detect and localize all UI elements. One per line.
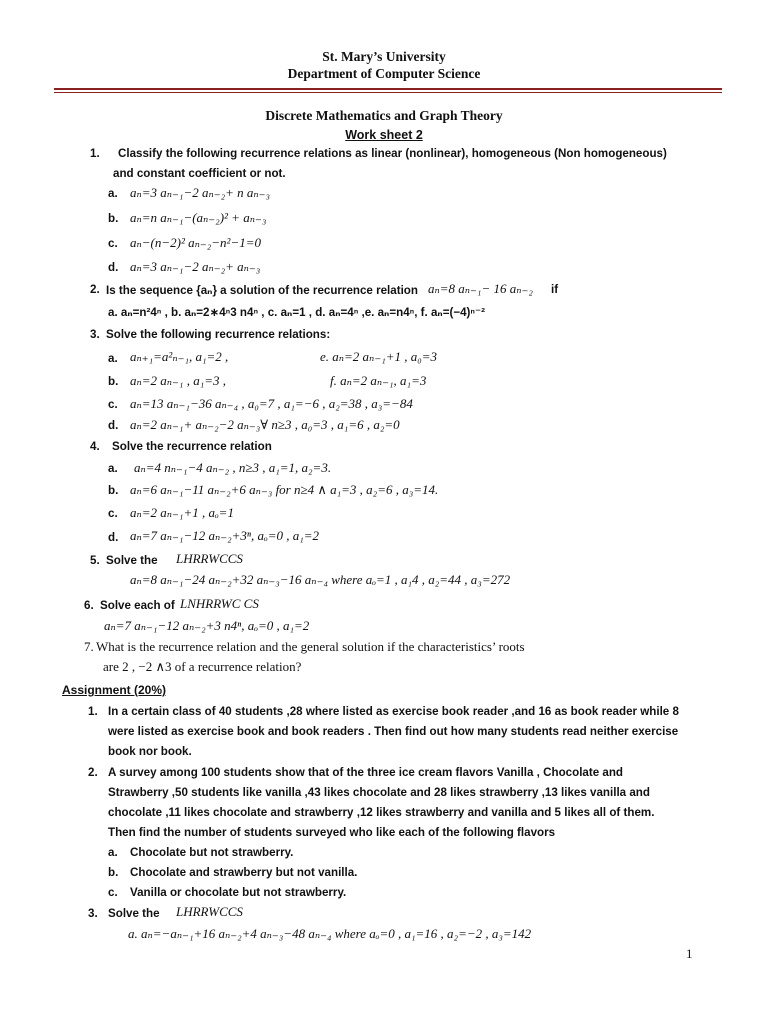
q4-text: Solve the recurrence relation [112,440,272,453]
a3-equation: a. aₙ=−aₙ₋₁+16 aₙ₋₂+4 aₙ₋₃−48 aₙ₋₄ where aₒ=0 , a₁=16 , a₂=−2 , a₃=142 [128,926,532,941]
q3b-expr: aₙ=2 aₙ₋₁ , a₁=3 , [130,373,226,388]
a2c-label: c. [108,886,118,899]
q3c-expr: aₙ=13 aₙ₋₁−36 aₙ₋₄ , a₀=7 , a₁=−6 , a₂=38 , a₃=−84 [130,396,413,411]
q3d-label: d. [108,419,119,432]
a2a-label: a. [108,846,118,859]
q5-symbol: LHRRWCCS [176,551,243,566]
q1a-label: a. [108,187,118,200]
q7-number: 7. [84,639,94,654]
a2-line1: A survey among 100 students show that of the three ice cream flavors Vanilla , Chocolate and [108,766,623,779]
a2b-label: b. [108,866,119,879]
q3a-expr: aₙ₊₁=a²ₙ₋₁, a₁=2 , [130,349,229,364]
q1b-expr: aₙ=n aₙ₋₁−(aₙ₋₂)² + aₙ₋₃ [130,210,267,225]
q4a-label: a. [108,462,118,475]
q4a-expr: aₙ=4 nₙ₋₁−4 aₙ₋₂ , n≥3 , a₁=1, a₂=3. [134,460,332,475]
a2-line3: chocolate ,11 likes chocolate and strawberry ,12 likes strawberry and vanilla and 5 likes all of them. [108,806,655,819]
q2-if: if [551,283,559,296]
header-rule-thick [54,88,722,90]
q1-number: 1. [90,147,100,160]
a2a-text: Chocolate but not strawberry. [130,846,294,859]
a2-line2: Strawberry ,50 students like vanilla ,43 likes chocolate and 28 likes strawberry ,13 likes vanilla and [108,786,650,799]
q2-options: a. aₙ=n²4ⁿ , b. aₙ=2∗4ⁿ3 n4ⁿ , c. aₙ=1 , d. aₙ=4ⁿ ,e. aₙ=n4ⁿ, f. aₙ=(−4)ⁿ⁻² [108,306,485,319]
q3e-expr: e. aₙ=2 aₙ₋₁+1 , a₀=3 [320,349,438,364]
q1b-label: b. [108,212,119,225]
q4d-label: d. [108,531,119,544]
q1-text-line1: Classify the following recurrence relations as linear (nonlinear), homogeneous (Non homogeneous) [118,147,667,160]
a3-symbol: LHRRWCCS [176,904,243,919]
q4d-expr: aₙ=7 aₙ₋₁−12 aₙ₋₂+3ⁿ, aₒ=0 , a₁=2 [130,528,320,543]
q4b-expr: aₙ=6 aₙ₋₁−11 aₙ₋₂+6 aₙ₋₃ for n≥4 ∧ a₁=3 , a₂=6 , a₃=14. [130,482,439,497]
a2c-text: Vanilla or chocolate but not strawberry. [130,886,347,899]
course-title: Discrete Mathematics and Graph Theory [265,108,503,123]
q1-text-line2: and constant coefficient or not. [113,167,286,180]
q3c-label: c. [108,398,118,411]
q3f-expr: f. aₙ=2 aₙ₋₁, a₁=3 [330,373,427,388]
q1d-label: d. [108,261,119,274]
q6-symbol: LNHRRWC CS [180,596,259,611]
university-name: St. Mary’s University [322,49,446,64]
a2-line4: Then find the number of students surveyed who like each of the following flavors [108,826,556,839]
a1-line2: were listed as exercise book and book readers . Then find out how many students read neither exercise [108,725,679,738]
page-number: 1 [686,946,693,961]
a2-number: 2. [88,766,98,779]
q2-relation: aₙ=8 aₙ₋₁− 16 aₙ₋₂ [428,281,533,296]
q7-text-line2: are 2 , −2 ∧3 of a recurrence relation? [103,659,302,674]
a2b-text: Chocolate and strawberry but not vanilla. [130,866,358,879]
q3d-expr: aₙ=2 aₙ₋₁+ aₙ₋₂−2 aₙ₋₃∀ n≥3 , a₀=3 , a₁=6 , a₂=0 [130,417,400,432]
q5-equation: aₙ=8 aₙ₋₁−24 aₙ₋₂+32 aₙ₋₃−16 aₙ₋₄ where aₒ=1 , a₁4 , a₂=44 , a₃=272 [130,572,511,587]
q3a-label: a. [108,352,118,365]
assignment-title: Assignment (20%) [62,683,167,697]
department-name: Department of Computer Science [287,66,481,81]
q4-number: 4. [90,440,100,453]
q2-number: 2. [90,283,100,296]
q2-text: Is the sequence {aₙ} a solution of the recurrence relation [106,284,418,297]
q1c-expr: aₙ−(n−2)² aₙ₋₂−n²−1=0 [130,235,261,250]
q5-number: 5. [90,554,100,567]
q6-number: 6. [84,599,94,612]
a1-number: 1. [88,705,98,718]
a3-text: Solve the [108,907,160,920]
q5-text: Solve the [106,554,158,567]
q3-text: Solve the following recurrence relations: [106,328,331,341]
q6-equation: aₙ=7 aₙ₋₁−12 aₙ₋₂+3 n4ⁿ, aₒ=0 , a₁=2 [104,618,310,633]
q4c-label: c. [108,507,118,520]
q1c-label: c. [108,237,118,250]
worksheet-title: Work sheet 2 [345,128,423,142]
q3-number: 3. [90,328,100,341]
q1a-expr: aₙ=3 aₙ₋₁−2 aₙ₋₂+ n aₙ₋₃ [130,185,271,200]
q3b-label: b. [108,375,119,388]
q6-text: Solve each of [100,599,175,612]
q4c-expr: aₙ=2 aₙ₋₁+1 , aₒ=1 [130,505,234,520]
a1-line3: book nor book. [108,745,192,758]
a1-line1: In a certain class of 40 students ,28 where listed as exercise book reader ,and 16 as book reader while 8 [108,705,679,718]
q7-text-line1: What is the recurrence relation and the general solution if the characteristics’ roots [96,639,525,654]
q1d-expr: aₙ=3 aₙ₋₁−2 aₙ₋₂+ aₙ₋₃ [130,259,261,274]
a3-number: 3. [88,907,98,920]
q4b-label: b. [108,484,119,497]
header-rule-thin [54,92,722,93]
